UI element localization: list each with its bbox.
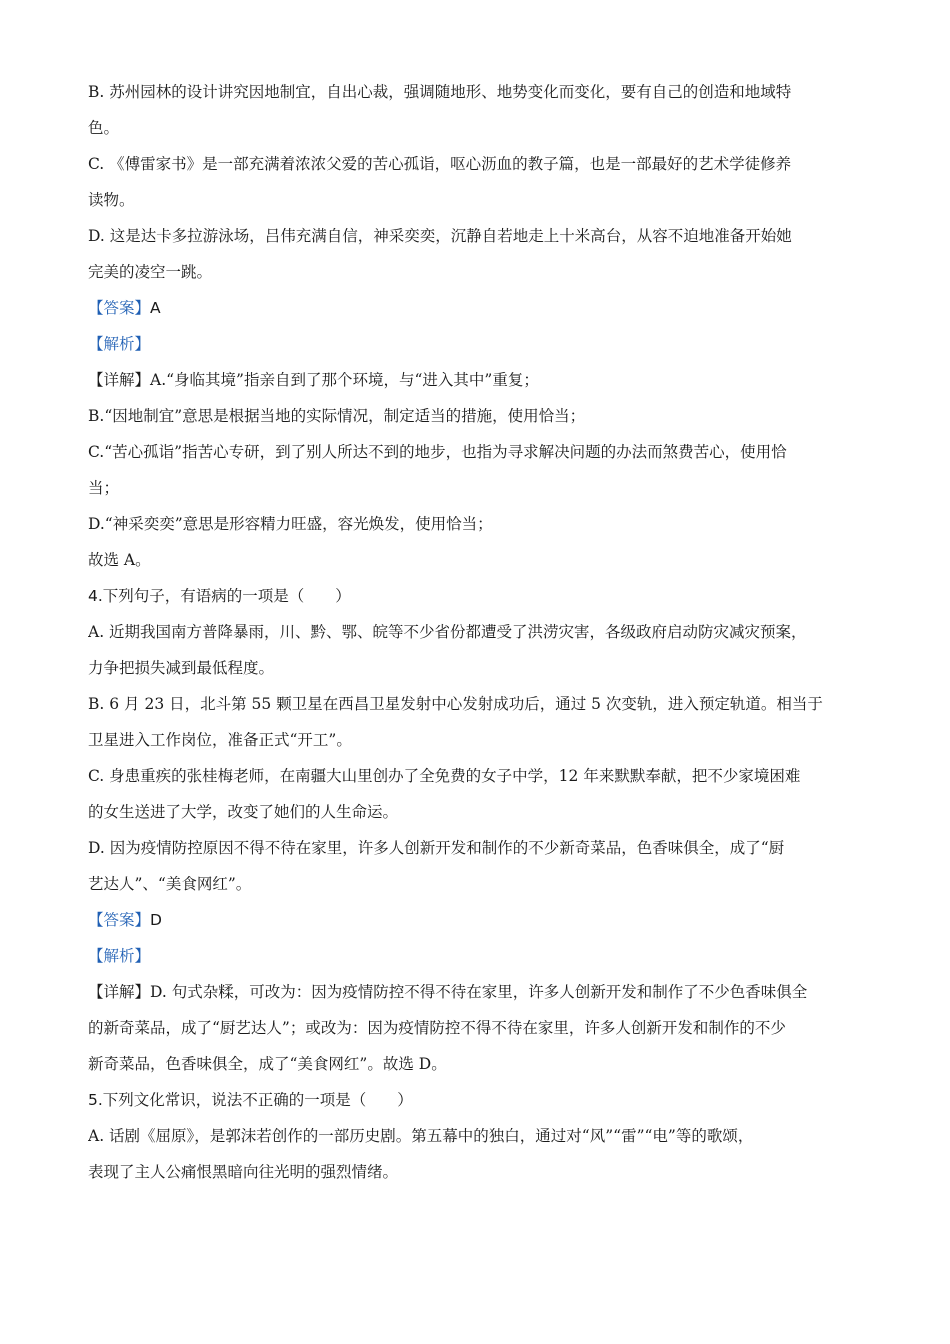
q4-option-d-line-1: D. 因为疫情防控原因不得不待在家里，许多人创新开发和制作的不少新奇菜品，色香味俱全，成了“厨 — [88, 839, 785, 857]
q3-detail-line-3: C.“苦心孤诣”指苦心专研，到了别人所达不到的地步，也指为寻求解决问题的办法而煞费苦心，使用恰 — [88, 443, 787, 461]
q4-detail-line-2: 的新奇菜品，成了“厨艺达人”；或改为：因为疫情防控不得不待在家里，许多人创新开发和制作的不少 — [88, 1019, 786, 1037]
q3-option-c-line-2: 读物。 — [88, 191, 135, 209]
document-page — [88, 74, 864, 1190]
q5-number: 5. — [88, 1091, 103, 1109]
q4-option-c-line-2: 的女生送进了大学，改变了她们的人生命运。 — [88, 803, 399, 821]
q4-option-d-line-2: 艺达人”、“美食网红”。 — [88, 875, 252, 893]
q3-detail-line-1 — [88, 362, 864, 398]
q4-stem — [88, 578, 864, 614]
q3-detail-line-2: B.“因地制宜”意思是根据当地的实际情况，制定适当的措施，使用恰当； — [88, 407, 586, 425]
q4-option-b-line-1: B. 6 月 23 日，北斗第 55 颗卫星在西昌卫星发射中心发射成功后，通过 5 次变轨，进入预定轨道。相当于 — [88, 695, 823, 713]
q4-stem-text: 下列句子，有语病的一项是（ ） — [102, 587, 351, 605]
q3-option-b-line-2: 色。 — [88, 119, 120, 137]
q5-stem — [88, 1082, 864, 1118]
q3-detail-line-4: 当； — [88, 479, 120, 497]
q5-stem-text: 下列文化常识，说法不正确的一项是（ ） — [102, 1091, 413, 1109]
q4-answer-value: D — [150, 911, 162, 929]
q4-detail-line-3: 新奇菜品，色香味俱全，成了“美食网红”。故选 D。 — [88, 1055, 447, 1073]
q5-option-a-line-1: A. 话剧《屈原》，是郭沫若创作的一部历史剧。第五幕中的独白，通过对“风”“雷”“电”等的歌颂， — [88, 1127, 754, 1145]
q3-option-d-line-1: D. 这是达卡多拉游泳场，吕伟充满自信，神采奕奕，沉静自若地走上十米高台，从容不迫地准备开始她 — [88, 227, 792, 245]
q3-analysis-label: 【解析】 — [88, 335, 151, 353]
q3-detail-first: A.“身临其境”指亲自到了那个环境，与“进入其中”重复； — [150, 371, 539, 389]
q3-option-d-line-2: 完美的凌空一跳。 — [88, 263, 213, 281]
q3-answer — [88, 290, 864, 326]
q4-detail-line-1 — [88, 974, 864, 1010]
q3-answer-value: A — [150, 299, 161, 317]
q3-option-b-line-1: B. 苏州园林的设计讲究因地制宜，自出心裁，强调随地形、地势变化而变化，要有自己的创造和地域特 — [88, 83, 792, 101]
q4-option-a-line-1: A. 近期我国南方普降暴雨，川、黔、鄂、皖等不少省份都遭受了洪涝灾害，各级政府启动防灾减灾预案， — [88, 623, 807, 641]
q4-option-b-line-2: 卫星进入工作岗位，准备正式“开工”。 — [88, 731, 352, 749]
q3-detail-label: 【详解】 — [88, 371, 151, 389]
q4-number: 4. — [88, 587, 103, 605]
q4-detail-label: 【详解】 — [88, 983, 151, 1001]
q3-detail-line-5: D.“神采奕奕”意思是形容精力旺盛，容光焕发，使用恰当； — [88, 515, 493, 533]
q4-option-c-line-1: C. 身患重疾的张桂梅老师，在南疆大山里创办了全免费的女子中学，12 年来默默奉献，把不少家境困难 — [88, 767, 801, 785]
q5-option-a-line-2: 表现了主人公痛恨黑暗向往光明的强烈情绪。 — [88, 1163, 399, 1181]
q3-answer-label: 【答案】 — [88, 299, 151, 317]
q3-option-c-line-1: C. 《傅雷家书》是一部充满着浓浓父爱的苦心孤诣，呕心沥血的教子篇，也是一部最好的艺术学徒修养 — [88, 155, 792, 173]
q4-option-a-line-2: 力争把损失减到最低程度。 — [88, 659, 275, 677]
q3-detail-line-6: 故选 A。 — [88, 551, 151, 569]
q4-detail-first: D. 句式杂糅，可改为：因为疫情防控不得不待在家里，许多人创新开发和制作了不少色香味俱全 — [150, 983, 808, 1001]
q4-analysis-label: 【解析】 — [88, 947, 151, 965]
q4-answer — [88, 902, 864, 938]
q4-answer-label: 【答案】 — [88, 911, 151, 929]
